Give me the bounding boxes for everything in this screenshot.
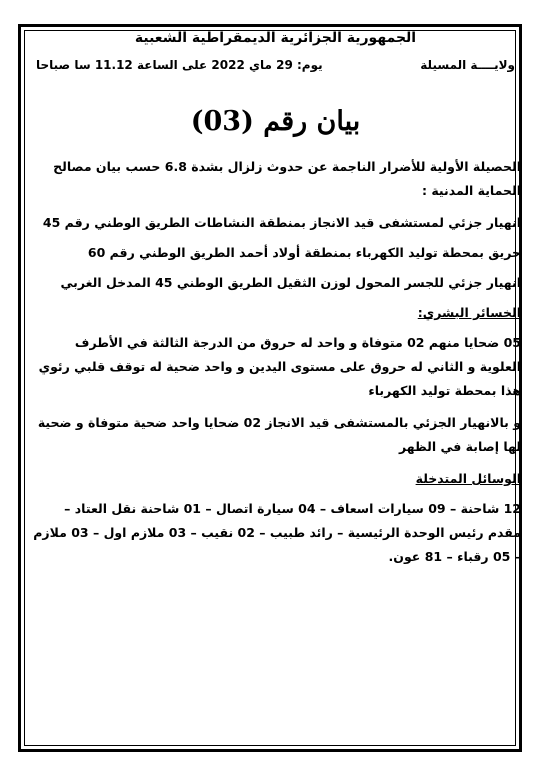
means-heading: الوسائل المتدخلة xyxy=(415,471,521,486)
means-paragraph: 12 شاحنة – 09 سيارات اسعاف – 04 سيارة اتصال – 01 شاحنة نقل العتاد – مقدم رئيس الوحدة الرئيسية – رائد طبيب – 02 نقيب – 03 ملازم اول – 03 ملازم – 05 رقباء – 81 عون. xyxy=(33,501,521,564)
losses-paragraph-2: و بالانهيار الجزئي بالمستشفى قيد الانجاز 02 ضحايا واحد ضحية متوفاة و ضحية لها إصابة في الظهر xyxy=(37,415,521,454)
damage-item-3: انهيار جزئي للجسر المحول لوزن الثقيل الطريق الوطني 45 المدخل الغربي xyxy=(60,275,521,290)
statement-title: بيان رقم (03) xyxy=(190,106,361,137)
date-time: يوم: 29 ماي 2022 على الساعة 11.12 سا صباحا xyxy=(36,58,323,72)
statement-content xyxy=(30,30,521,577)
wilaya-label: ولايــــة المسيلة xyxy=(420,58,515,72)
header-meta xyxy=(36,58,515,72)
damage-item-1: انهيار جزئي لمستشفى قيد الانجاز بمنطقة النشاطات الطريق الوطني رقم 45 xyxy=(42,215,521,230)
losses-paragraph-1: 05 ضحايا منهم 02 متوفاة و واحد له حروق من الدرجة الثالثة في الأطرف العلوية و الثاني له حروق على مستوى اليدين و واحد ضحية له توقف قلبي رئوي هذا بمحطة توليد الكهرباء xyxy=(38,335,521,398)
damage-item-2: حريق بمحطة توليد الكهرباء بمنطقة أولاد أحمد الطريق الوطني رقم 60 xyxy=(87,245,521,260)
human-losses-heading: الخسائر البشري: xyxy=(417,305,521,320)
intro-paragraph: الحصيلة الأولية للأضرار الناجمة عن حدوث زلزال بشدة 6.8 حسب بيان مصالح الحماية المدنية : xyxy=(53,159,521,198)
republic-heading: الجمهورية الجزائرية الديمقراطية الشعبية xyxy=(134,30,417,46)
